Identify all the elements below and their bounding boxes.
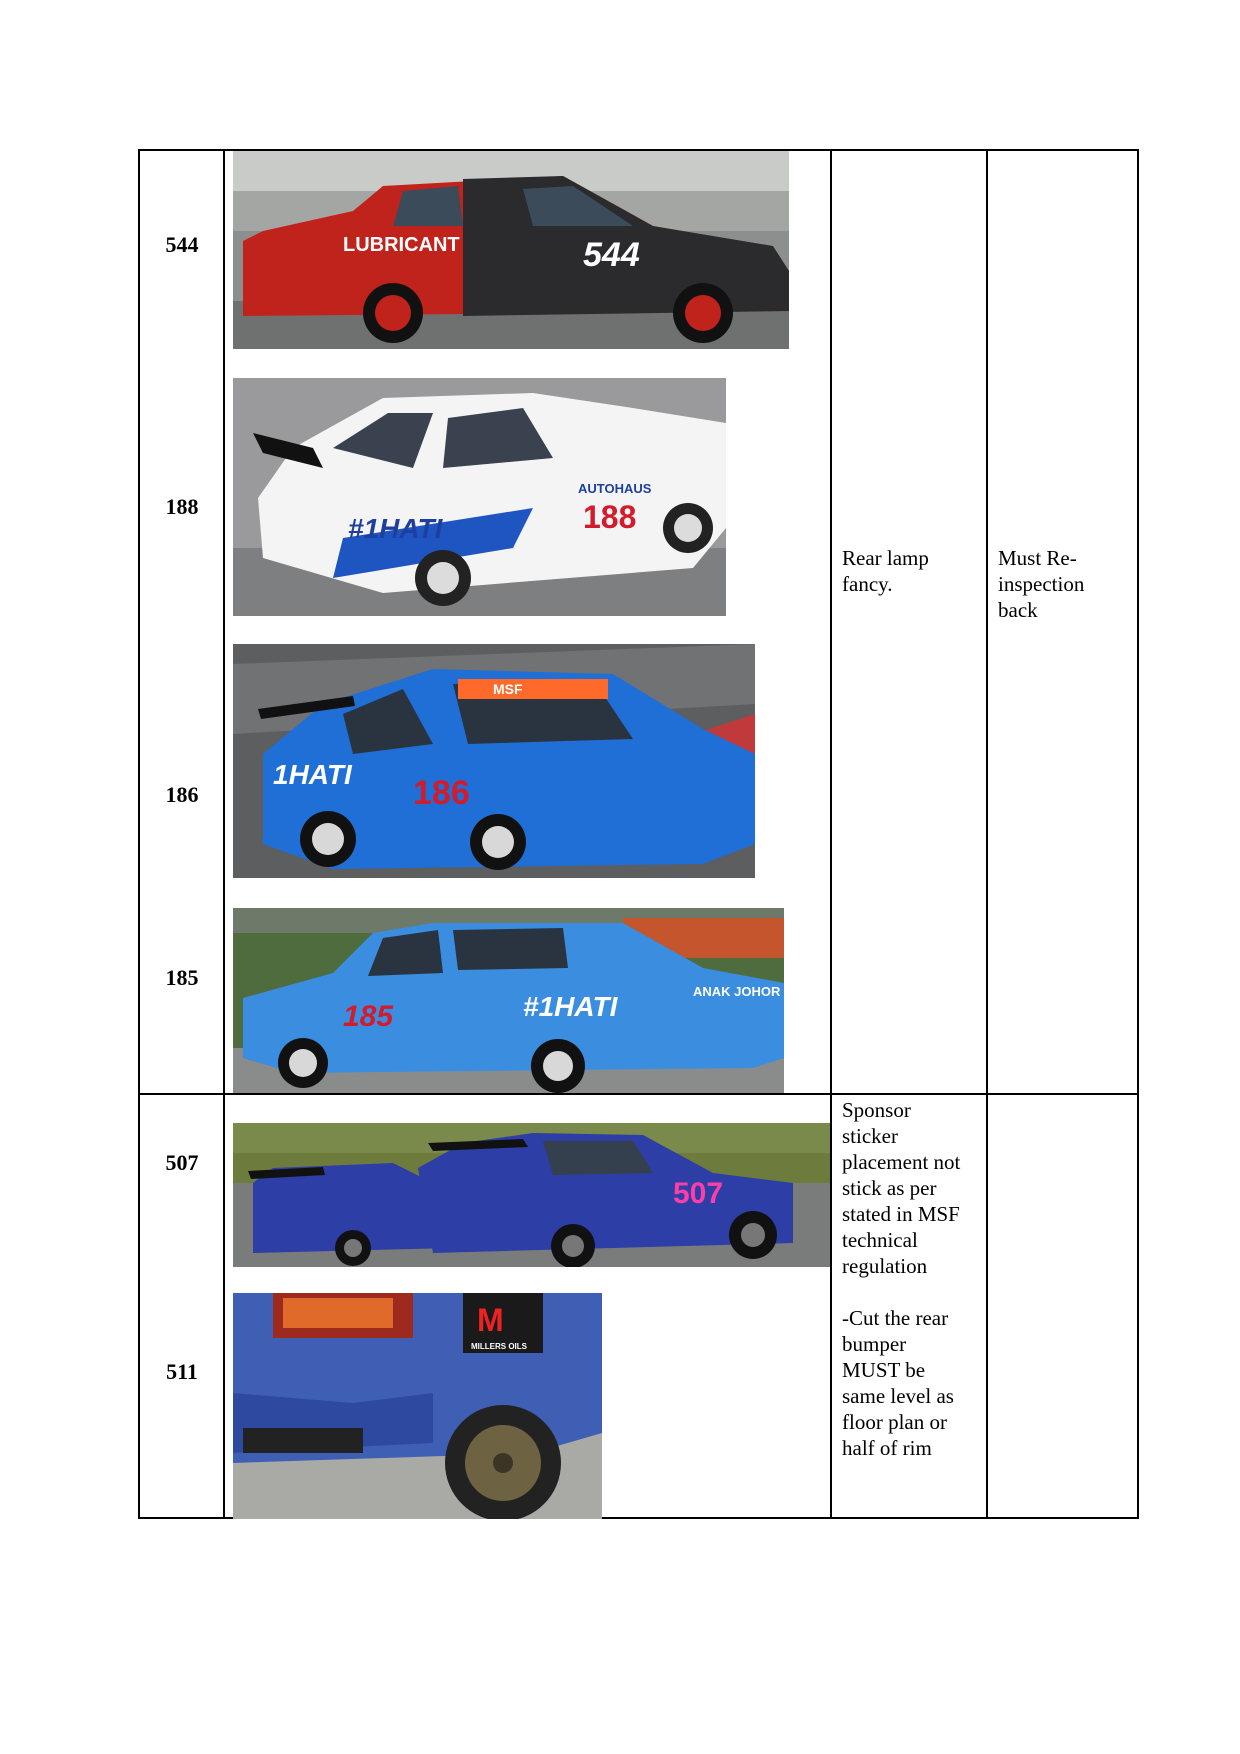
photo-text: LUBRICANT	[343, 234, 460, 256]
remark-line: half of rim	[842, 1436, 932, 1460]
photo-text: #1HATI	[523, 991, 618, 1022]
photo-text: MILLERS OILS	[471, 1342, 527, 1351]
photo-text: M	[477, 1302, 504, 1338]
table-row-2	[138, 1093, 1139, 1519]
car-number-511: 511	[166, 1359, 198, 1384]
photo-text: 1HATI	[273, 759, 352, 790]
car-number-185: 185	[165, 965, 199, 990]
remark-line: bumper	[842, 1332, 907, 1356]
remark-line: Rear lamp	[842, 546, 929, 570]
remark-line: regulation	[842, 1254, 928, 1278]
car-number-544: 544	[165, 232, 199, 257]
remark-line: fancy.	[842, 572, 893, 596]
photo-text: 507	[673, 1177, 724, 1210]
car-photo-507	[233, 1123, 830, 1267]
action-line: Must Re-	[998, 546, 1077, 570]
remark-line	[842, 1279, 982, 1305]
photo-text: 185	[343, 1000, 394, 1033]
action-line: back	[998, 598, 1038, 622]
car-photo-188	[233, 378, 726, 616]
remark-line: Sponsor	[842, 1098, 911, 1122]
remark-cell	[842, 545, 982, 597]
car-number-186: 186	[165, 782, 199, 807]
column-divider	[223, 151, 225, 1093]
car-photo-185	[233, 908, 784, 1093]
table-row-1	[138, 149, 1139, 1095]
photo-text: #1HATI	[348, 513, 443, 544]
remark-cell	[842, 1097, 982, 1461]
remark-line: MUST be	[842, 1358, 926, 1382]
remark-line: stated in MSF	[842, 1202, 960, 1226]
remark-line: same level as	[842, 1384, 954, 1408]
column-divider	[986, 151, 988, 1093]
column-divider	[830, 151, 832, 1093]
action-cell	[998, 545, 1138, 623]
remark-line: -Cut the rear	[842, 1306, 949, 1330]
remark-line: placement not	[842, 1150, 961, 1174]
column-divider	[986, 1095, 988, 1517]
action-line: inspection	[998, 572, 1085, 596]
photo-text: ANAK JOHOR	[693, 984, 781, 999]
remark-line: technical	[842, 1228, 918, 1252]
remark-line: floor plan or	[842, 1410, 947, 1434]
photo-text: AUTOHAUS	[578, 481, 652, 496]
car-photo-544	[233, 151, 789, 349]
photo-text: 544	[583, 236, 640, 274]
photo-text: 188	[583, 499, 637, 535]
car-photo-511	[233, 1293, 602, 1519]
car-number-507: 507	[165, 1150, 199, 1175]
column-divider	[830, 1095, 832, 1517]
remark-line: stick as per	[842, 1176, 937, 1200]
car-number-188: 188	[165, 494, 199, 519]
photo-text: MSF	[493, 681, 523, 697]
photo-text: 186	[413, 774, 470, 812]
remark-line: sticker	[842, 1124, 898, 1148]
car-photo-186	[233, 644, 755, 878]
